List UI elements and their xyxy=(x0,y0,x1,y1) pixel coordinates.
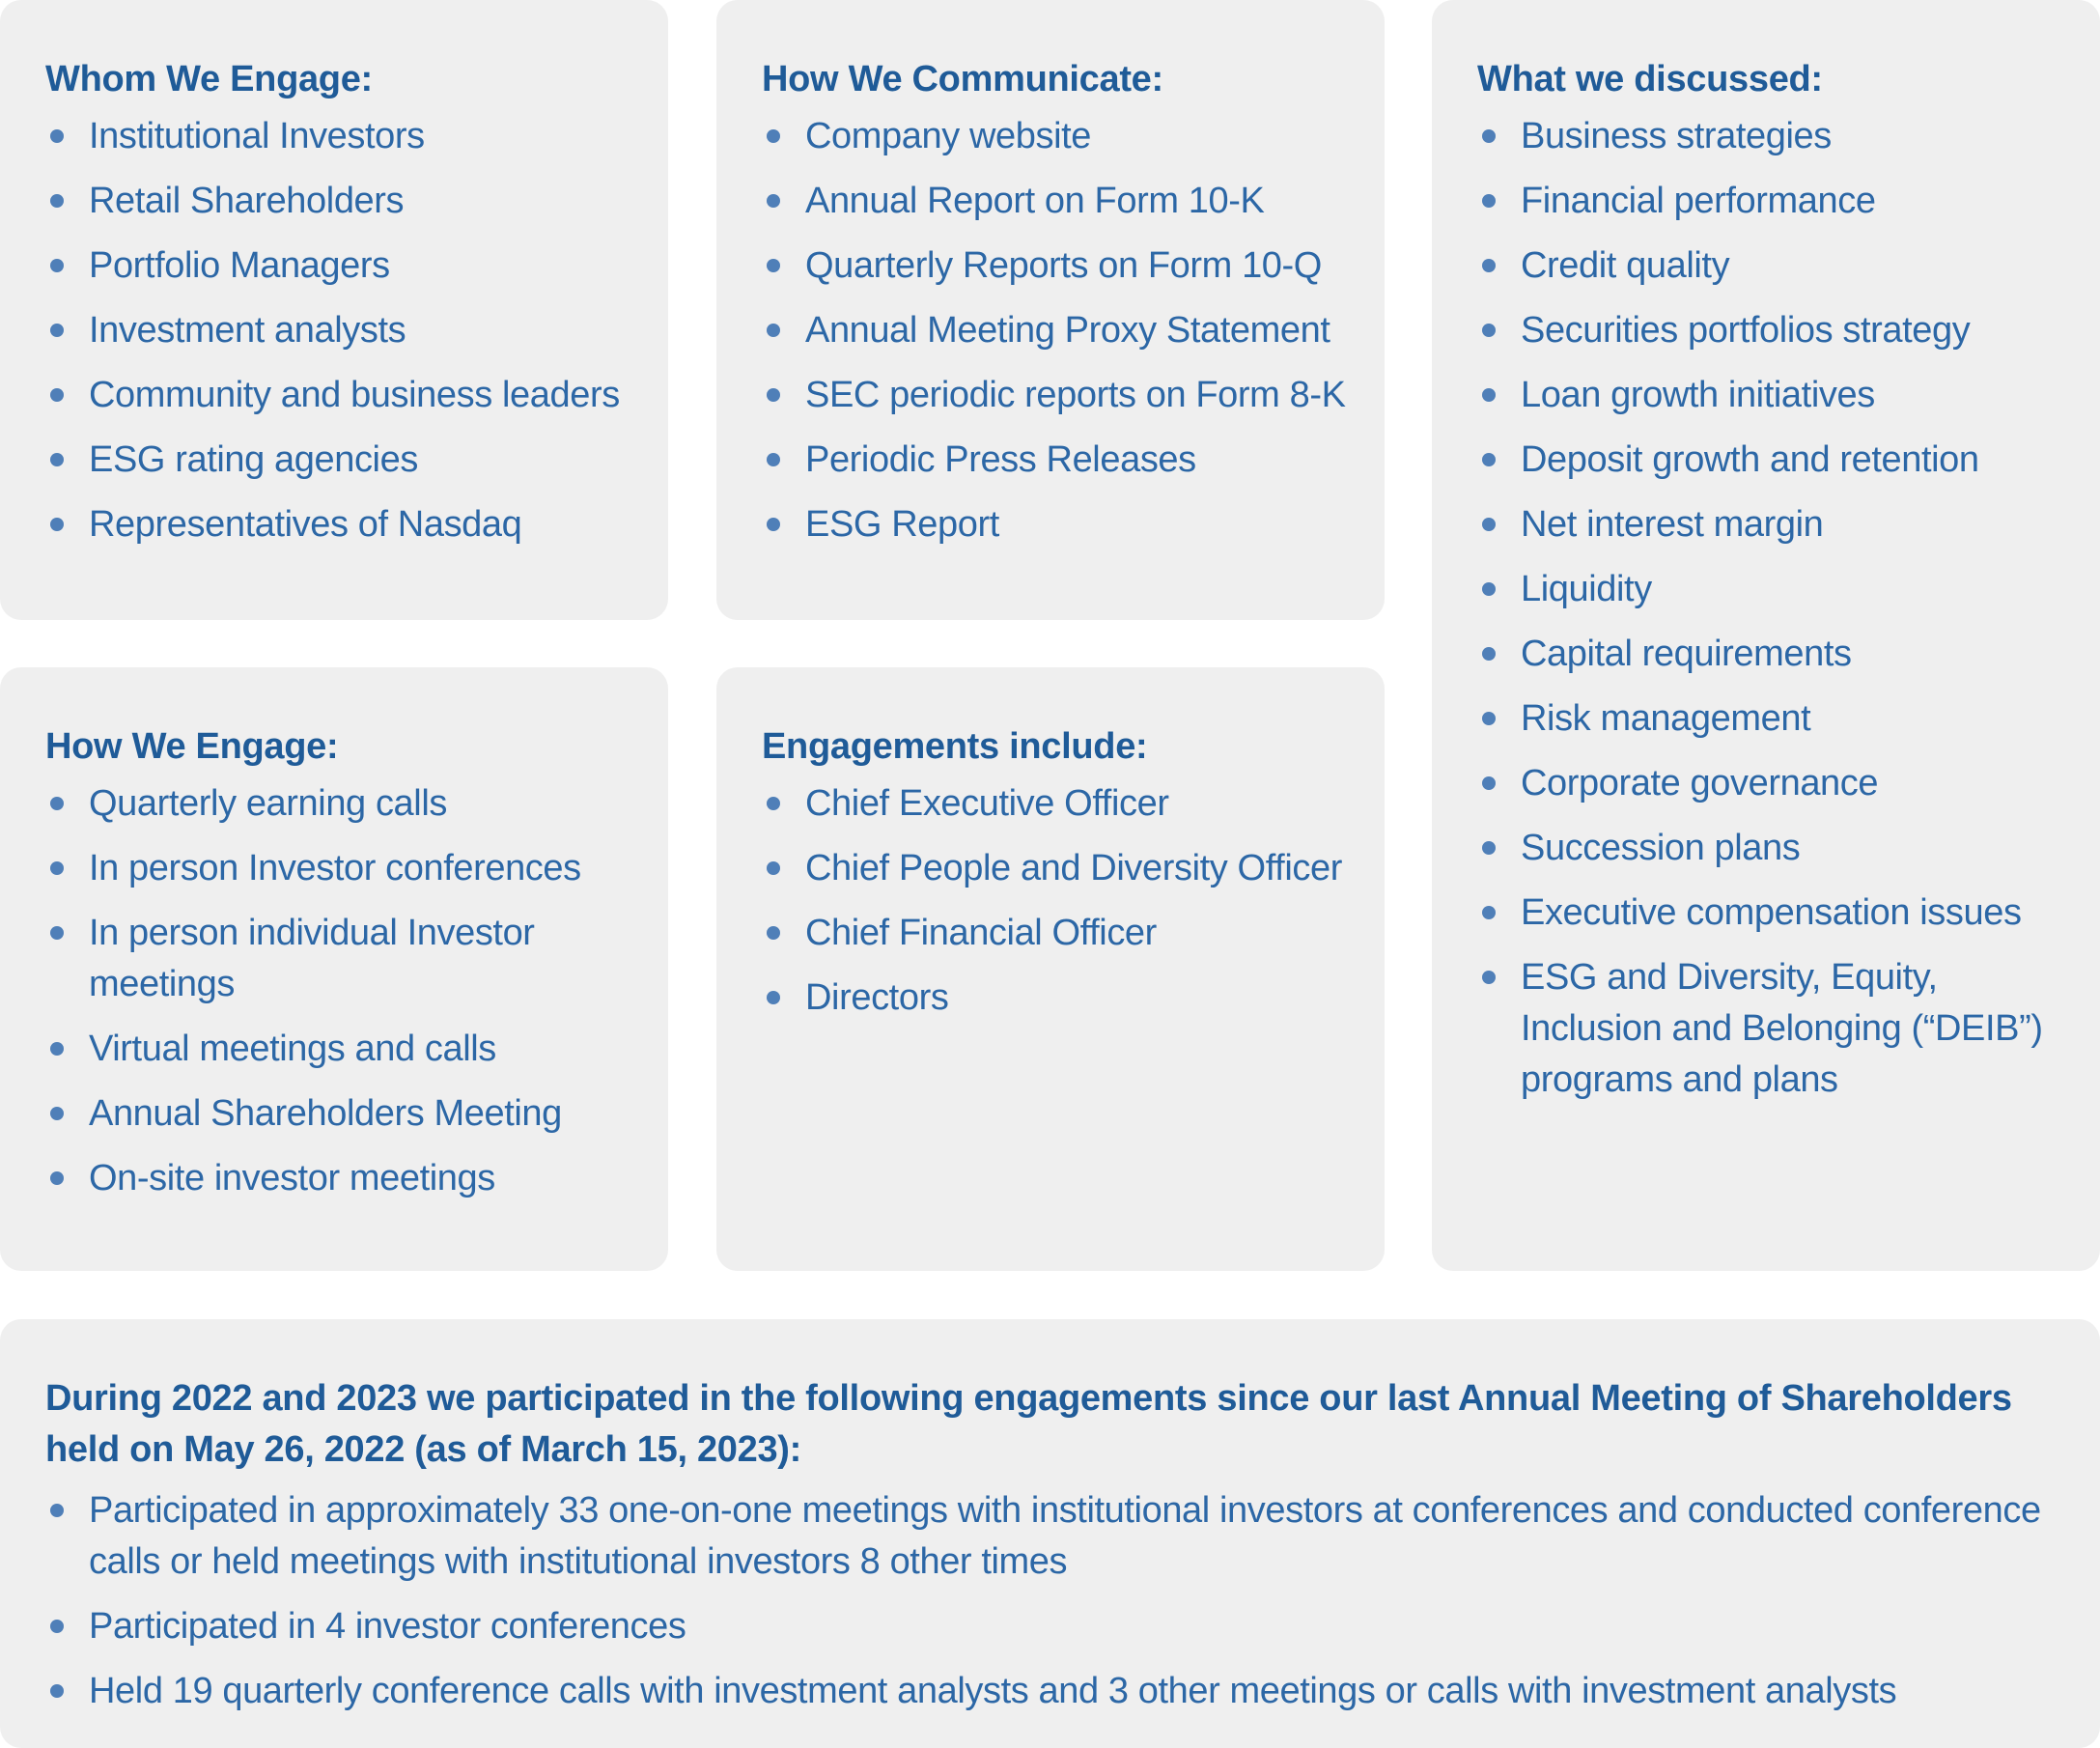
bullet-icon xyxy=(767,991,780,1004)
list-item-text: Portfolio Managers xyxy=(89,245,390,286)
list-item xyxy=(762,843,1346,894)
whom-we-engage-heading: Whom We Engage: xyxy=(45,59,373,99)
list-item-text: Securities portfolios strategy xyxy=(1521,310,1971,351)
bullet-icon xyxy=(50,926,64,940)
list-item-text: Company website xyxy=(805,116,1092,156)
list-item xyxy=(1477,435,2061,486)
list-item xyxy=(762,305,1346,356)
list-item-text: Directors xyxy=(805,977,949,1018)
how-we-engage-list xyxy=(45,778,630,1204)
bullet-icon xyxy=(767,518,780,531)
bullet-icon xyxy=(1482,518,1496,531)
how-we-engage-heading: How We Engage: xyxy=(45,726,339,767)
list-item xyxy=(45,111,630,162)
list-item-text: On-site investor meetings xyxy=(89,1158,495,1198)
list-item xyxy=(45,370,630,421)
list-item-text: Representatives of Nasdaq xyxy=(89,504,522,545)
list-item-text: Held 19 quarterly conference calls with investment analysts and 3 other meetings or calls with investment analysts xyxy=(89,1671,1897,1711)
list-item xyxy=(1477,305,2061,356)
list-item xyxy=(762,499,1346,550)
bullet-icon xyxy=(50,518,64,531)
bullet-icon xyxy=(50,1107,64,1120)
list-item-text: Credit quality xyxy=(1521,245,1730,286)
what-we-discussed-list xyxy=(1477,111,2061,1106)
list-item-text: Annual Report on Form 10-K xyxy=(805,181,1265,221)
list-item-text: Virtual meetings and calls xyxy=(89,1029,496,1069)
what-we-discussed-heading: What we discussed: xyxy=(1477,59,1823,99)
how-we-communicate-heading: How We Communicate: xyxy=(762,59,1163,99)
bullet-icon xyxy=(1482,647,1496,661)
bullet-icon xyxy=(767,129,780,143)
list-item-text: Net interest margin xyxy=(1521,504,1824,545)
list-item-text: Business strategies xyxy=(1521,116,1832,156)
bullet-icon xyxy=(767,259,780,272)
list-item-text: ESG Report xyxy=(805,504,999,545)
list-item xyxy=(45,1088,630,1140)
list-item xyxy=(1477,629,2061,680)
whom-we-engage-panel xyxy=(0,0,668,620)
list-item-text: Participated in approximately 33 one-on-one meetings with institutional investors at conferences and conducted conference calls or held meetings with institutional investors 8 other times xyxy=(89,1490,2041,1582)
list-item-text: Executive compensation issues xyxy=(1521,892,2022,933)
list-item xyxy=(762,240,1346,292)
list-item xyxy=(45,305,630,356)
engagements-summary-panel xyxy=(0,1319,2100,1748)
list-item-text: Risk management xyxy=(1521,698,1811,739)
list-item xyxy=(762,908,1346,959)
bullet-icon xyxy=(1482,712,1496,725)
bullet-icon xyxy=(767,861,780,875)
list-item xyxy=(1477,693,2061,745)
bullet-icon xyxy=(50,388,64,402)
how-we-communicate-list xyxy=(762,111,1346,550)
list-item xyxy=(1477,370,2061,421)
list-item-text: Participated in 4 investor conferences xyxy=(89,1606,686,1647)
list-item xyxy=(1477,758,2061,809)
bullet-icon xyxy=(50,797,64,810)
list-item-text: Quarterly Reports on Form 10-Q xyxy=(805,245,1322,286)
bullet-icon xyxy=(50,453,64,466)
list-item-text: Investment analysts xyxy=(89,310,406,351)
bullet-icon xyxy=(767,324,780,337)
bullet-icon xyxy=(50,194,64,208)
list-item xyxy=(1477,823,2061,874)
list-item xyxy=(1477,952,2061,1106)
list-item-text: In person Investor conferences xyxy=(89,848,581,888)
bullet-icon xyxy=(767,388,780,402)
bullet-icon xyxy=(1482,971,1496,984)
list-item-text: Capital requirements xyxy=(1521,634,1852,674)
list-item xyxy=(1477,111,2061,162)
list-item-text: Financial performance xyxy=(1521,181,1876,221)
list-item-text: Quarterly earning calls xyxy=(89,783,447,824)
how-we-communicate-panel xyxy=(716,0,1385,620)
bullet-icon xyxy=(767,797,780,810)
list-item xyxy=(762,370,1346,421)
list-item xyxy=(762,778,1346,830)
engagements-summary-list xyxy=(45,1485,2061,1717)
whom-we-engage-list xyxy=(45,111,630,550)
list-item xyxy=(45,176,630,227)
list-item xyxy=(45,1666,2061,1717)
list-item xyxy=(45,240,630,292)
engagements-summary-heading: During 2022 and 2023 we participated in the following engagements since our last Annual Meeting of Shareholders held on May 26, 2022 (as of March 15, 2023): xyxy=(45,1378,2012,1470)
bullet-icon xyxy=(50,1620,64,1633)
bullet-icon xyxy=(1482,194,1496,208)
list-item-text: ESG rating agencies xyxy=(89,439,418,480)
bullet-icon xyxy=(1482,841,1496,855)
list-item xyxy=(762,435,1346,486)
bullet-icon xyxy=(767,926,780,940)
list-item xyxy=(45,908,630,1010)
bullet-icon xyxy=(50,1042,64,1056)
bullet-icon xyxy=(1482,776,1496,790)
list-item xyxy=(1477,888,2061,939)
list-item xyxy=(1477,176,2061,227)
list-item xyxy=(45,778,630,830)
list-item xyxy=(762,111,1346,162)
bullet-icon xyxy=(50,1504,64,1517)
list-item xyxy=(45,843,630,894)
bullet-icon xyxy=(1482,259,1496,272)
bullet-icon xyxy=(767,194,780,208)
list-item-text: Periodic Press Releases xyxy=(805,439,1196,480)
bullet-icon xyxy=(1482,906,1496,919)
list-item xyxy=(1477,499,2061,550)
list-item-text: Succession plans xyxy=(1521,828,1801,868)
how-we-engage-panel xyxy=(0,667,668,1271)
engagements-include-panel xyxy=(716,667,1385,1271)
list-item xyxy=(45,1024,630,1075)
bullet-icon xyxy=(50,1684,64,1698)
engagements-include-list xyxy=(762,778,1346,1024)
bullet-icon xyxy=(1482,129,1496,143)
list-item-text: ESG and Diversity, Equity, Inclusion and Belonging (“DEIB”) programs and plans xyxy=(1521,957,2043,1100)
bullet-icon xyxy=(1482,388,1496,402)
bullet-icon xyxy=(50,324,64,337)
list-item xyxy=(45,1485,2061,1588)
bullet-icon xyxy=(1482,582,1496,596)
list-item-text: Chief Executive Officer xyxy=(805,783,1169,824)
list-item-text: Chief Financial Officer xyxy=(805,913,1157,953)
list-item-text: In person individual Investor meetings xyxy=(89,913,535,1004)
list-item xyxy=(762,176,1346,227)
list-item-text: Liquidity xyxy=(1521,569,1652,609)
bullet-icon xyxy=(1482,324,1496,337)
bullet-icon xyxy=(767,453,780,466)
what-we-discussed-panel xyxy=(1432,0,2100,1271)
list-item xyxy=(1477,564,2061,615)
list-item xyxy=(762,973,1346,1024)
list-item-text: Corporate governance xyxy=(1521,763,1879,804)
bullet-icon xyxy=(50,129,64,143)
bullet-icon xyxy=(50,259,64,272)
bullet-icon xyxy=(1482,453,1496,466)
list-item-text: Institutional Investors xyxy=(89,116,425,156)
list-item-text: SEC periodic reports on Form 8-K xyxy=(805,375,1346,415)
list-item xyxy=(45,1153,630,1204)
list-item xyxy=(45,435,630,486)
list-item-text: Loan growth initiatives xyxy=(1521,375,1875,415)
list-item xyxy=(45,499,630,550)
list-item-text: Community and business leaders xyxy=(89,375,620,415)
list-item xyxy=(1477,240,2061,292)
bullet-icon xyxy=(50,861,64,875)
list-item-text: Retail Shareholders xyxy=(89,181,405,221)
list-item-text: Annual Shareholders Meeting xyxy=(89,1093,562,1134)
list-item-text: Deposit growth and retention xyxy=(1521,439,1979,480)
list-item-text: Annual Meeting Proxy Statement xyxy=(805,310,1330,351)
list-item xyxy=(45,1601,2061,1652)
list-item-text: Chief People and Diversity Officer xyxy=(805,848,1342,888)
engagements-include-heading: Engagements include: xyxy=(762,726,1148,767)
bullet-icon xyxy=(50,1171,64,1185)
